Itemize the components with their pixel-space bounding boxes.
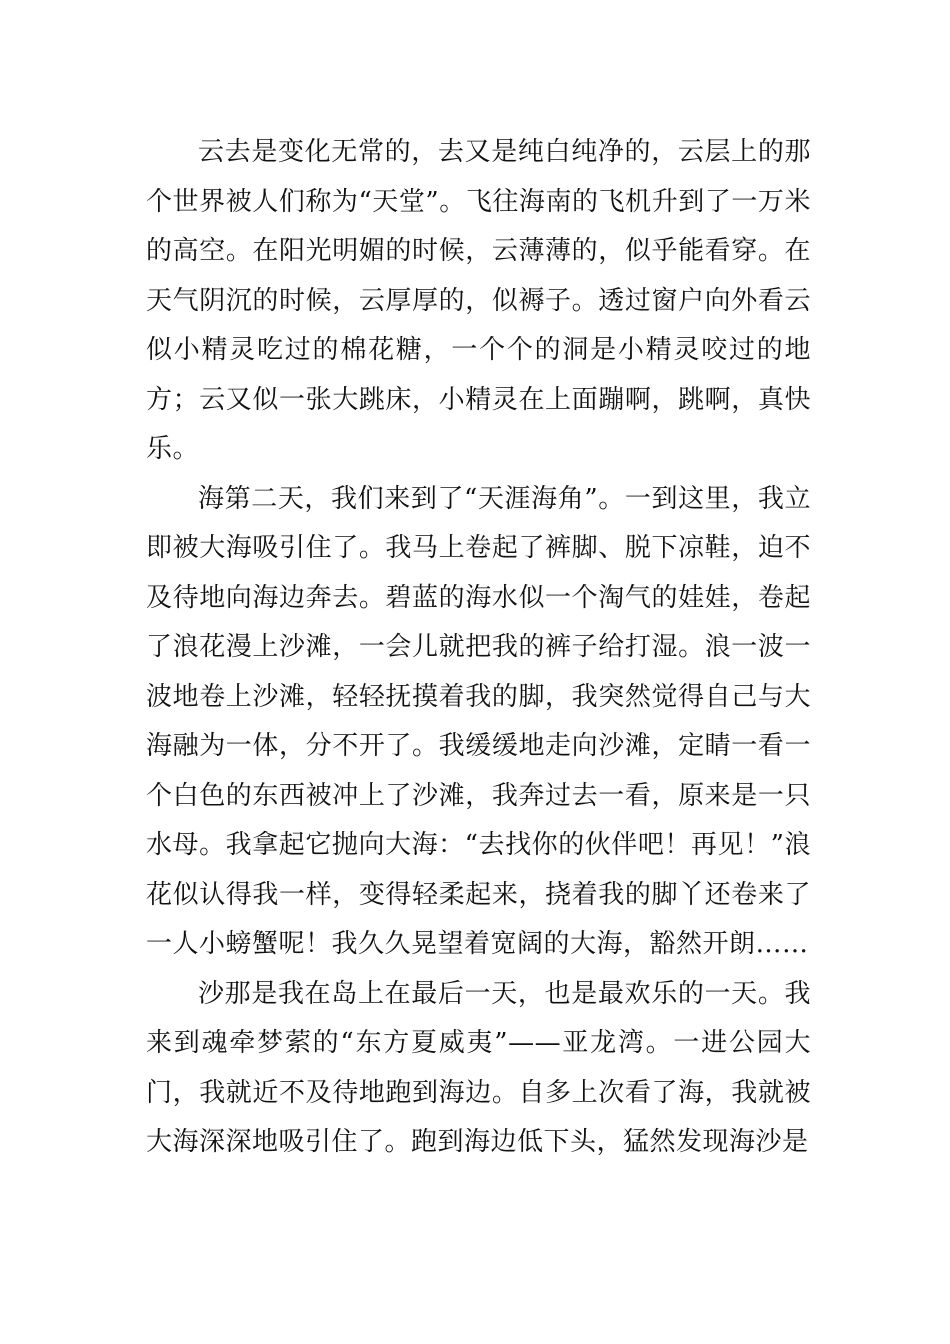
paragraph-sea: 海第二天，我们来到了“天涯海角”。一到这里，我立即被大海吸引住了。我马上卷起了裤脚、脱下凉鞋，迫不及待地向海边奔去。碧蓝的海水似一个淘气的娃娃，卷起了浪花漫上沙滩，一会儿就把我的裤子给打湿。浪一波一波地卷上沙滩，轻轻抚摸着我的脚，我突然觉得自己与大海融为一体，分不开了。我缓缓地走向沙滩，定睛一看一个白色的东西被冲上了沙滩，我奔过去一看，原来是一只水母。我拿起它抛向大海：“去找你的伙伴吧！再见！”浪花似认得我一样，变得轻柔起来，挠着我的脚丫还卷来了一人小螃蟹呢！我久久晃望着宽阔的大海，豁然开朗…… (146, 483, 811, 959)
essay-body (146, 128, 811, 1168)
paragraph-clouds: 云去是变化无常的，去又是纯白纯净的，云层上的那个世界被人们称为“天堂”。飞往海南的飞机升到了一万米的高空。在阳光明媚的时候，云薄薄的，似乎能看穿。在天气阴沉的时候，云厚厚的，似褥子。透过窗户向外看云似小精灵吃过的棉花糖，一个个的洞是小精灵咬过的地方；云又似一张大跳床，小精灵在上面蹦啊，跳啊，真快乐。 (146, 137, 811, 464)
paragraph-sand: 沙那是我在岛上在最后一天，也是最欢乐的一天。我来到魂牵梦萦的“东方夏威夷”——亚龙湾。一进公园大门，我就近不及待地跑到海边。自多上次看了海，我就被大海深深地吸引住了。跑到海边低下头，猛然发现海沙是 (146, 978, 811, 1157)
